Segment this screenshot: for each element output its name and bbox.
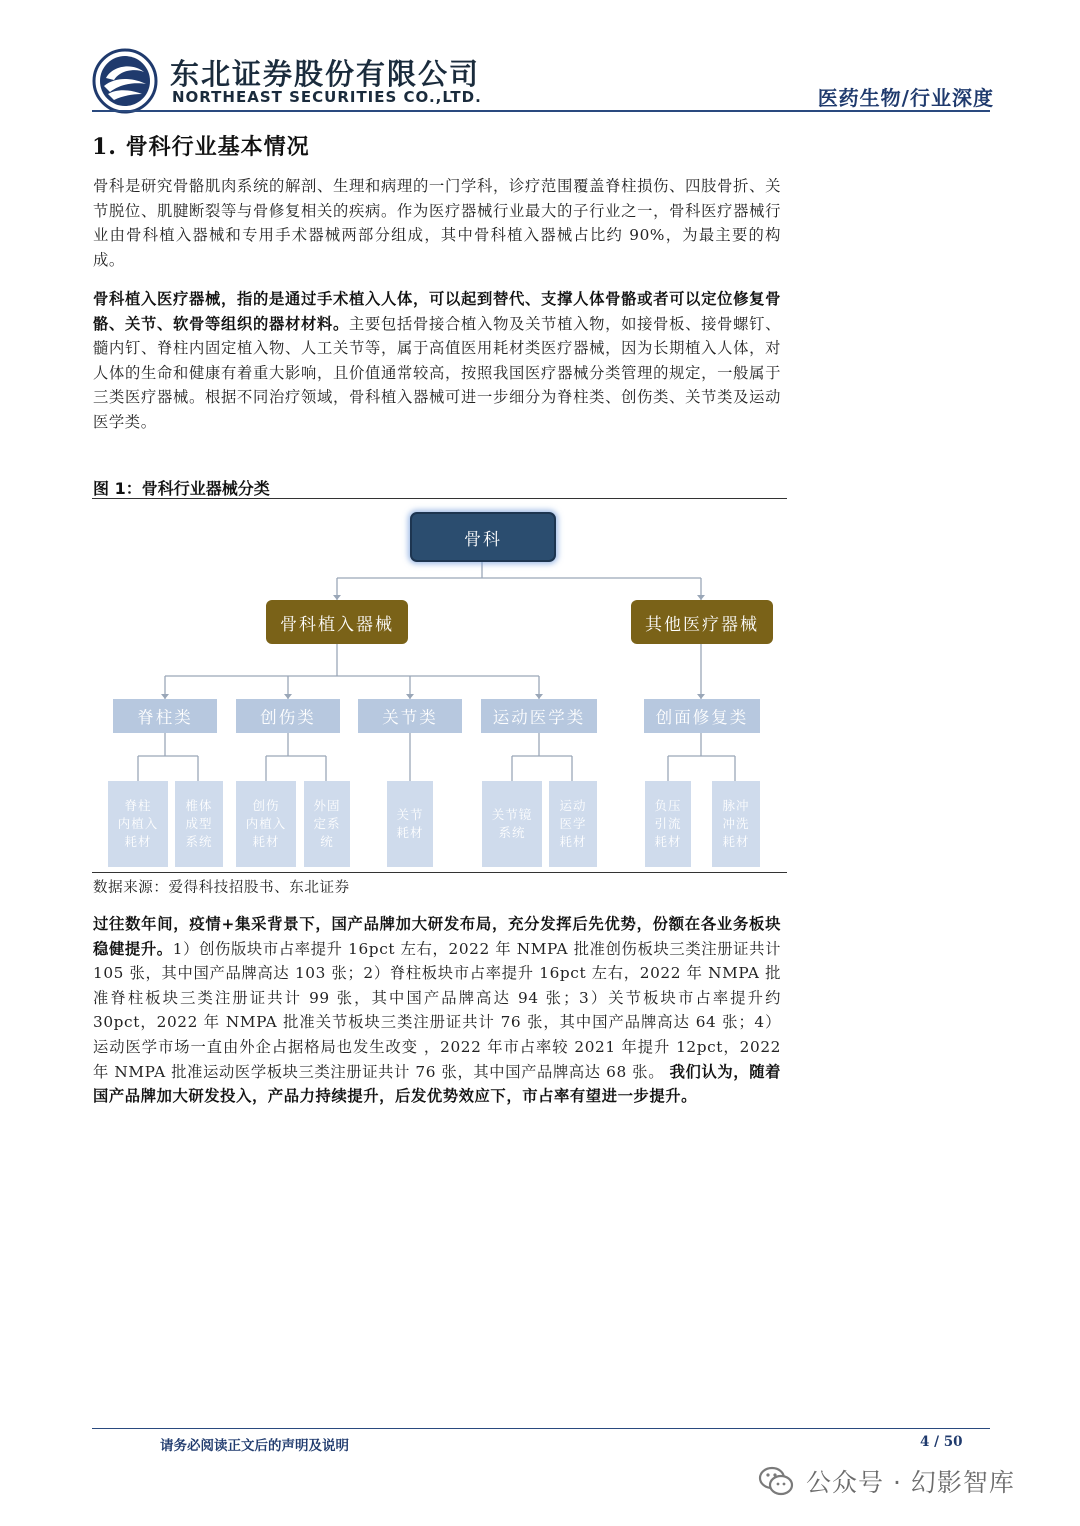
diagram-leaf-arthroscopy: 关节镜 系统 — [482, 781, 542, 867]
company-name-en: NORTHEAST SECURITIES CO.,LTD. — [172, 88, 482, 106]
diagram-node-trauma: 创伤类 — [236, 699, 340, 733]
footer-divider — [92, 1428, 990, 1429]
figure-top-rule — [92, 498, 787, 499]
diagram-node-joint: 关节类 — [358, 699, 462, 733]
diagram-node-orthopedic-implants: 骨科植入器械 — [266, 600, 408, 644]
diagram-node-orthopedics: 骨科 — [410, 512, 556, 562]
report-sector: 医药生物/行业深度 — [817, 86, 994, 110]
paragraph-intro: 骨科是研究骨骼肌肉系统的解剖、生理和病理的一门学科，诊疗范围覆盖脊柱损伤、四肢骨折、关节脱位、肌腱断裂等与骨修复相关的疾病。作为医疗器械行业最大的子行业之一，骨科医疗器械行业由骨科植入器械和专用手术器械两部分组成，其中骨科植入器械占比约 90%，为最主要的构成。 — [93, 177, 781, 269]
paragraph-market-share-lead: 过往数年间，疫情+集采背景下，国产品牌加大研发布局，充分发挥后先优势，份额在各业务板块稳健提升。 — [93, 915, 781, 958]
diagram-leaf-vertebroplasty: 椎体 成型 系统 — [175, 781, 223, 867]
company-logo — [92, 48, 158, 114]
diagram-leaf-pulse-irrigation: 脉冲 冲洗 耗材 — [712, 781, 760, 867]
paragraph-implants-lead: 骨科植入医疗器械，指的是通过手术植入人体，可以起到替代、支撑人体骨骼或者可以定位修复骨骼、关节、软骨等组织的器材材料。 — [93, 290, 781, 333]
diagram-leaf-joint-consumables: 关节 耗材 — [387, 781, 433, 867]
paragraph-market-share-conclusion: 我们认为，随着国产品牌加大研发投入，产品力持续提升，后发优势效应下，市占率有望进一步提升。 — [93, 1062, 781, 1106]
diagram-node-other-devices: 其他医疗器械 — [631, 600, 773, 644]
diagram-leaf-sports-consumables: 运动 医学 耗材 — [549, 781, 597, 867]
figure-bottom-rule — [92, 872, 787, 873]
watermark-text: 公众号 · 幻影智库 — [806, 1468, 1015, 1497]
paragraph-implants — [93, 287, 781, 435]
figure-source: 数据来源：爱得科技招股书、东北证券 — [93, 880, 350, 896]
figure-title: 图 1：骨科行业器械分类 — [93, 479, 270, 498]
header-divider — [92, 110, 990, 112]
section-heading: 1. 骨科行业基本情况 — [92, 134, 310, 160]
diagram-node-spine: 脊柱类 — [113, 699, 217, 733]
footer-disclaimer: 请务必阅读正文后的声明及说明 — [160, 1438, 349, 1454]
wechat-icon — [758, 1465, 794, 1497]
paragraph-market-share — [93, 912, 781, 1109]
paragraph-implants-body: 主要包括骨接合植入物及关节植入物，如接骨板、接骨螺钉、髓内钉、脊柱内固定植入物、人工关节等，属于高值医用耗材类医疗器械，因为长期植入人体，对人体的生命和健康有着重大影响，且价值通常较高，按照我国医疗器械分类管理的规定，一般属于三类医疗器械。根据不同治疗领域，骨科植入器械可进一步细分为脊柱类、创伤类、关节类及运动医学类。 — [93, 314, 782, 431]
diagram-node-sports-medicine: 运动医学类 — [481, 699, 597, 733]
company-name-cn: 东北证券股份有限公司 — [170, 57, 481, 91]
paragraph-market-share-body: 1）创伤版块市占率提升 16pct 左右，2022 年 NMPA 批准创伤板块三类注册证共计 105 张，其中国产品牌高达 103 张；2）脊柱板块市占率提升 16pct 左右，2022 年 NMPA 批准脊柱板块三类注册证共计 99 张，其中国产品牌高达 94 张；3）关节板块市占率提升约 30pct，2022 年 NMPA 批准关节板块三类注册证共计 76 张，其中国产品牌高达 64 张；4）运动医学市场一直由外企占据格局也发生改变 ，2022 年市占率较 2021 年提升 12pct，2022 年 NMPA 批准运动医学板块三类注册证共计 76 张，其中国产品牌高达 68 张。 — [93, 939, 781, 1081]
diagram-leaf-trauma-implant: 创伤 内植入 耗材 — [236, 781, 296, 867]
diagram-node-wound-repair: 创面修复类 — [644, 699, 760, 733]
diagram-leaf-spine-implant: 脊柱 内植入 耗材 — [108, 781, 168, 867]
page-number: 4 / 50 — [920, 1434, 963, 1450]
diagram-leaf-negative-pressure: 负压 引流 耗材 — [645, 781, 691, 867]
diagram-leaf-external-fixation: 外固 定系 统 — [304, 781, 350, 867]
